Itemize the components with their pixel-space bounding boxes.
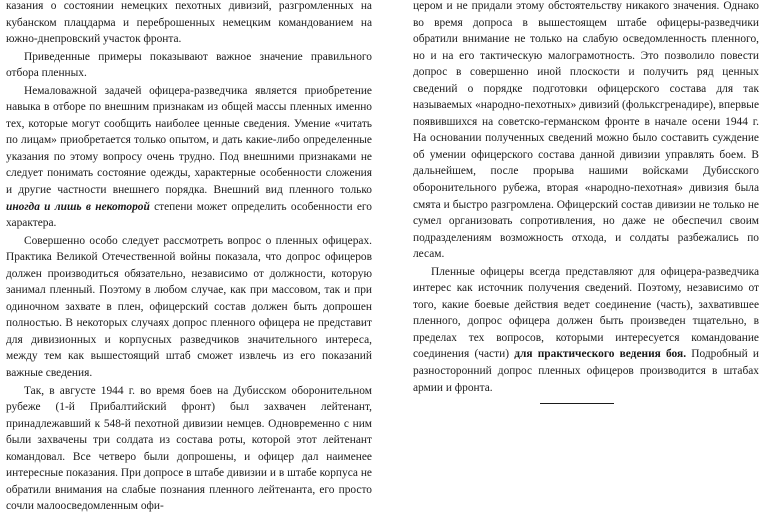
section-end-rule xyxy=(540,403,614,404)
right-column xyxy=(413,0,759,396)
paragraph xyxy=(413,264,759,396)
paragraph-continuation: казания о состоянии немецких пехотных дивизий, разгромленных на кубанском плацдарма и переброшенных немецким командованием на южно-днепровский участок фронта. xyxy=(6,0,372,46)
paragraph: Так, в августе 1944 г. во время боев на Дубисском оборонительном рубеже (1-й Прибалтийский фронт) был захвачен лейтенант, принадлежавший к 548-й пехотной дивизии немцев. Одновременно с ним были захвачены три солдата из состава роты, которой этот лейтенант командовал. Все четверо были допрошены, и офицер дал наименее интересные показания. При допросе в штабе дивизии и в штабе корпуса не обратили внимания на слабые познания пленного лейтенанта, его просто сочли малоосведомленным офи- xyxy=(6,384,372,513)
paragraph-text: степени может определить особенности его характера. xyxy=(6,200,372,230)
paragraph-text: Пленные офицеры всегда представляют для офицера-разведчика интерес как источник получения сведений. Поэтому, независимо от того, какие боевые действия ведет соединение (часть), захватившее пленного, допрос офицера должен быть произведен тщательно, в пределах тех вопросов, которыми интересуется командование соединения (части) xyxy=(413,265,759,361)
paragraph-text: Подробный и разносторонний допрос пленных офицеров производится в штабах армии и фронта. xyxy=(413,348,759,394)
emphasis-text: иногда и лишь в xyxy=(6,200,91,213)
paragraph xyxy=(6,83,372,232)
paragraph: Приведенные примеры показывают важное значение правильного отбора пленных. xyxy=(6,50,372,80)
paragraph: Совершенно особо следует рассмотреть вопрос о пленных офицерах. Практика Великой Отечественной войны показала, что допрос офицеров должен производиться обязательно, независимо от должности, которую занимал пленный. Поэтому в любом случае, как при массовом, так и при одиночном захвате в плен, офицерский состав должен быть допрошен полностью. В некоторых случаях допрос пленного офицера не представит для дивизионных и корпусных разведчиков значительного интереса, между тем как вышестоящий штаб сможет извлечь из его показаний важные сведения. xyxy=(6,234,372,380)
left-column xyxy=(6,0,372,515)
bold-text: для практического ведения боя. xyxy=(514,348,687,361)
paragraph-continuation: цером и не придали этому обстоятельству никакого значения. Однако во время допроса в вышестоящем штабе офицеры-разведчики обратили внимание не только на слабую осведомленность пленного, но и на его тактическую малограмотность. Это позволило повести допрос в совершенно иной плоскости и получить ряд ценных сведений о порядке подготовки офицерского состава для так называемых «народно-пехотных» дивизий (фольксгренадире), впервые появившихся на советско-германском фронте в начале осени 1944 г. На основании полученных сведений можно было составить суждение об умении офицерского состава данной дивизии управлять боем. В дальнейшем, после прорыва нашими войсками Дубисского оборонительного рубежа, вторая «народно-пехотная» дивизия была смята и быстро разгромлена. Офицерский состав дивизии не только не сумел организовать сопротивления, но даже не обеспечил своим подразделениям возможность отхода, и солдаты разбежались по лесам. xyxy=(413,0,759,261)
emphasis-text: некоторой xyxy=(95,200,150,213)
paragraph-text: Немаловажной задачей офицера-разведчика является приобретение навыка в отборе по внешним признакам из общей массы пленных именно тех, которые могут сообщить наиболее ценные сведения. Умение «читать по лицам» приобретается только опытом, и дать какие-либо определенные указания по этому вопросу очень трудно. Под внешними признаками не следует понимать состояние одежды, характерные особенности сложения и другие частности внешнего порядка. Внешний вид пленного только xyxy=(6,84,372,197)
